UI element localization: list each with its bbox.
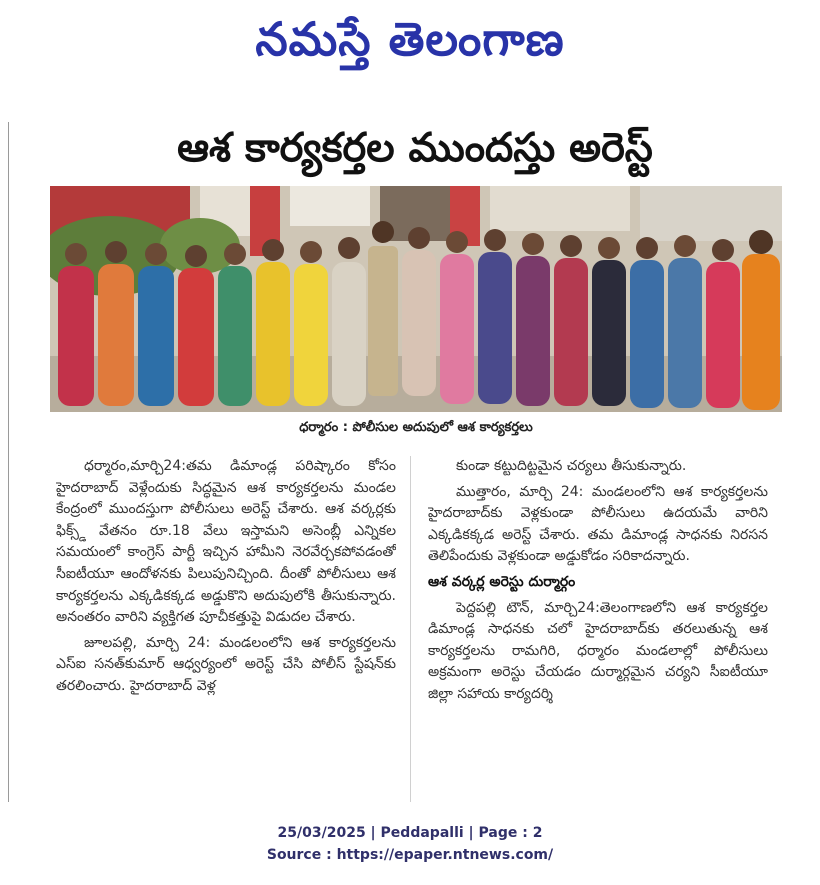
headline: ఆశ కార్యకర్తల ముందస్తు అరెస్ట్	[177, 125, 653, 171]
article-column-right	[428, 456, 768, 802]
footer-source-link[interactable]: Source : https://epaper.ntnews.com/	[266, 847, 554, 863]
article-column-left	[56, 456, 396, 802]
paragraph: కుండా కట్టుదిట్టమైన చర్యలు తీసుకున్నారు.	[456, 458, 687, 474]
source-footer	[0, 822, 820, 866]
paragraph: పెద్దపల్లి టౌన్, మార్చి24:తెలంగాణలోని ఆశ కార్యకర్తల డిమాండ్ల సాధనకు చలో హైదరాబాద్‌కు తరలుతున్న ఆశ కార్యకర్తలను రామగిరి, ధర్మారం మండలాల్లో పోలీసులు అక్రమంగా అరెస్టు చేయడం దుర్మార్గమైన చర్యని సీఐటీయూ జిల్లా సహాయ కార్యదర్శి	[428, 599, 768, 702]
page-margin-rule	[8, 122, 9, 802]
masthead-logo: నమస్తే తెలంగాణ	[255, 12, 565, 66]
subheading: ఆశ వర్కర్ల అరెస్టు దుర్మార్గం	[428, 573, 576, 590]
news-photo	[50, 186, 782, 412]
group-photo-illustration	[50, 186, 782, 412]
paragraph: జూలపల్లి, మార్చి 24: మండలంలోని ఆశ కార్యకర్తలను ఎస్ఐ సనత్‌కుమార్ ఆధ్వర్యంలో అరెస్ట్ చేసి పోలీస్ స్టేషన్‌కు తరలించారు. హైదరాబాద్ వెళ్ల	[56, 634, 396, 694]
paragraph: ధర్మారం,మార్చి24:తమ డిమాండ్ల పరిష్కారం కోసం హైదరాబాద్ వెళ్లేందుకు సిద్ధమైన ఆశ కార్యకర్తలను మండల కేంద్రంలో ముందస్తుగా పోలీసులు అరెస్ట్ చేశారు. ఆశ వర్కర్లకు ఫిక్స్డ్ వేతనం రూ.18 వేలు ఇస్తామని అసెంబ్లీ ఎన్నికల సమయంలో కాంగ్రెస్ పార్టీ ఇచ్చిన హామీని నెరవేర్చకపోవడంతో సీఐటీయూ ఆందోళనకు పిలుపునిచ్చింది. దీంతో పోలీసులు ఆశ కార్యకర్తలను ఎక్కడికక్కడ అడ్డుకొని అదుపులోకి తీసుకున్నారు. అనంతరం వారిని వ్యక్తిగత పూచీకత్తుపై విడుదల చేశారు.	[56, 458, 396, 626]
paragraph: ముత్తారం, మార్చి 24: మండలంలోని ఆశ కార్యకర్తలను హైదరాబాద్‌కు వెళ్లకుండా పోలీసులు ఉదయమే వారిని ఎక్కడికక్కడ అరెస్ట్ చేశారు. తమ డిమాండ్ల సాధనకు నిరసన తెలిపేందుకు వెళ్లకుండా అడ్డుకోడం సరికాదన్నారు.	[428, 483, 768, 565]
photo-caption: ధర్మారం : పోలీసుల అదుపులో ఆశ కార్యకర్తలు	[299, 420, 533, 435]
column-divider	[410, 456, 411, 802]
footer-date-page: 25/03/2025 | Peddapalli | Page : 2	[277, 825, 543, 841]
